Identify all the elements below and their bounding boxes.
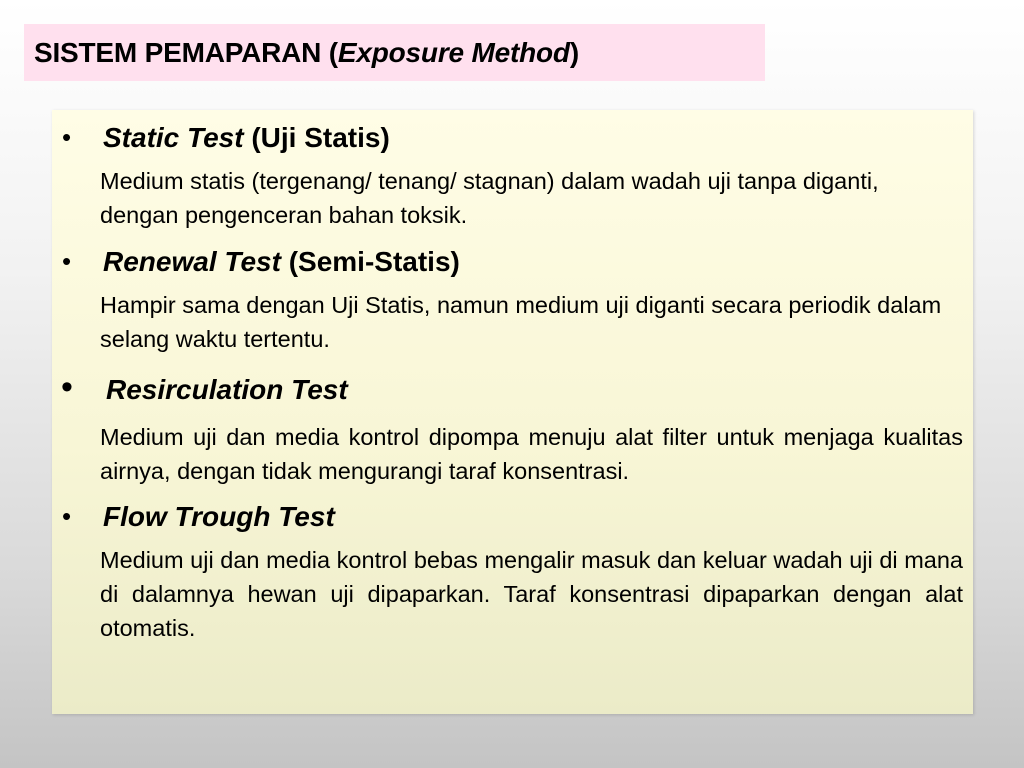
- title-close: ): [569, 36, 579, 68]
- bullet: •: [62, 501, 72, 531]
- item-heading: [103, 501, 335, 533]
- item-description: Hampir sama dengan Uji Statis, namun medium uji diganti secara periodik dalam selang waktu tertentu.: [100, 292, 942, 352]
- item-description: Medium statis (tergenang/ tenang/ stagnan) dalam wadah uji tanpa diganti, dengan pengenceran bahan toksik.: [100, 168, 879, 228]
- heading-italic: Renewal Test: [103, 246, 281, 277]
- heading-rest: (Uji Statis): [243, 122, 390, 153]
- slide-title: [34, 37, 579, 69]
- item-heading: [103, 246, 460, 278]
- item-description: Medium uji dan media kontrol bebas mengalir masuk dan keluar wadah uji di mana di dalamnya hewan uji dipaparkan. Taraf konsentrasi dipaparkan dengan alat otomatis.: [100, 547, 963, 641]
- bullet: •: [61, 368, 73, 406]
- title-box: [24, 24, 765, 81]
- heading-italic: Flow Trough Test: [103, 501, 335, 532]
- item-heading: [106, 374, 348, 406]
- heading-rest: (Semi-Statis): [280, 246, 460, 277]
- bullet: •: [62, 122, 72, 152]
- content-box: [52, 110, 973, 714]
- heading-italic: Resirculation Test: [106, 374, 348, 405]
- item-heading: [103, 122, 390, 154]
- heading-italic: Static Test: [103, 122, 244, 153]
- item-description: Medium uji dan media kontrol dipompa menuju alat filter untuk menjaga kualitas airnya, dengan tidak mengurangi taraf konsentrasi.: [100, 424, 963, 484]
- title-main: SISTEM PEMAPARAN (: [34, 36, 338, 68]
- title-italic: Exposure Method: [337, 36, 570, 68]
- bullet: •: [62, 246, 72, 276]
